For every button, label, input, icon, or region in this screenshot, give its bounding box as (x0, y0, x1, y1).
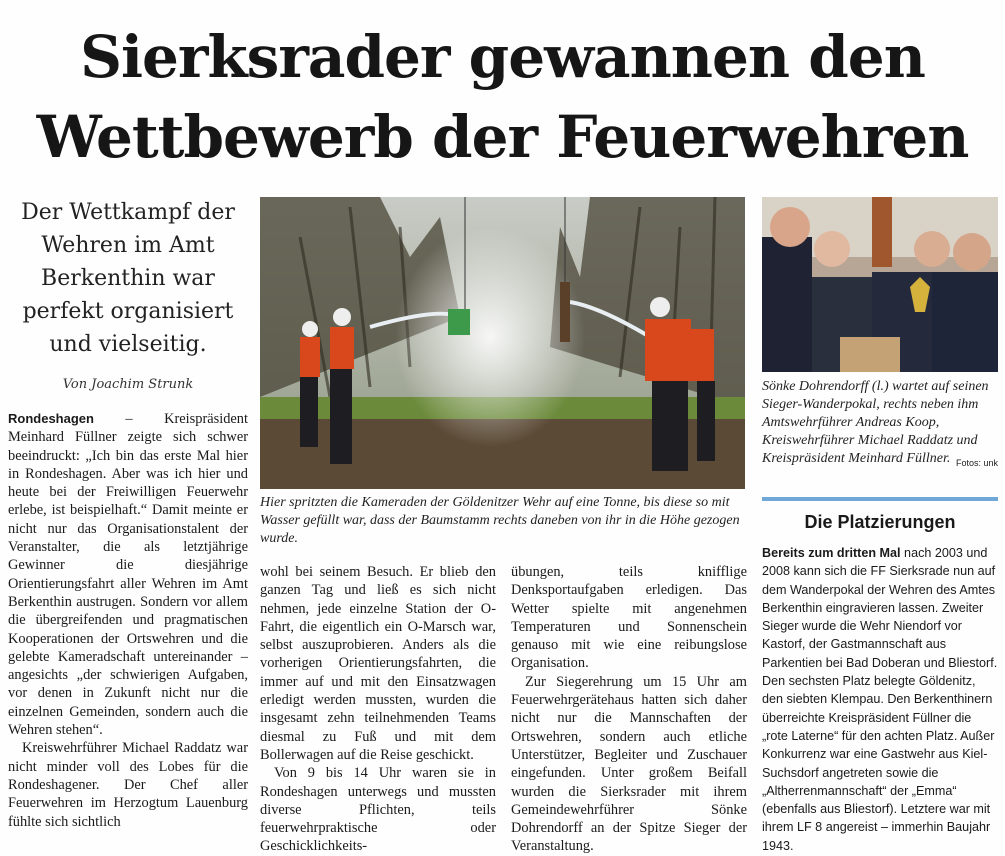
byline: Von Joachim Strunk (62, 377, 194, 392)
infobox-title: Die Platzierungen (804, 512, 956, 532)
article-column-2 (260, 563, 496, 856)
paragraph: Kreiswehrführer Michael Raddatz war nicht minder voll des Lobes für die Rondeshagener. Der Chef aller Feuerwehren im Herzogtum Lauenburg fühlte sich sichtlich (8, 740, 248, 830)
paragraph: Zur Siegerehrung um 15 Uhr am Feuerwehrgerätehaus hatten sich daher nicht nur die Mannschaften der Ortswehren, sondern auch etliche Unterstützer, Begleiter und Zuschauer eingefunden. Unter großem Beifall wurden die Sierksrader mit ihrem Gemeindewehrführer Sönke Dohrendorff an der Spitze Sieger der Veranstaltung. (511, 673, 747, 855)
paragraph: wohl bei seinem Besuch. Er blieb den ganzen Tag und ließ es sich nicht nehmen, jede einzelne Station der O-Fahrt, die eigentlich ein O-Marsch war, selbst auszuprobieren. Anders als die vorherigen Orientierungsfahrten, die immer auf und mit den Einsatzwagen erledigt werden mussten, wurden die insgesamt zehn teilnehmenden Teams diesmal zu Fuß und mit dem Bollerwagen auf die Reise geschickt. (260, 564, 496, 763)
fire-brigade-photo-image (260, 197, 745, 489)
photo-credit: Fotos: unk (955, 458, 998, 468)
infobox-text: nach 2003 und 2008 kann sich die FF Sierksrade nun auf dem Wanderpokal der Wehren des Amtes Berkenthin eingravieren lassen. Zweiter Sieger wurde die Wehr Niendorf vor Kastorf, der Gastmannschaft aus Parkentien bei Bad Doberan und Bliestorf. Den sechsten Platz belegte Göldenitz, den siebten Klempau. Den Berkenthinern überreichte Kreispräsident Füllner die „rote Laterne“ für den achten Platz. Außer Konkurrenz war eine Gastwehr aus Kiel-Suchsdorf angetreten sowie die „Altherrenmannschaft“ der „Emma“ (ebenfalls aus Bliestorf). Letztere war mit ihrem LF 8 angereist – immerhin Baujahr 1943. (762, 546, 998, 853)
headline-line-2: Wettbewerb der Feuerwehren (36, 103, 969, 171)
infobox-lead: Bereits zum dritten Mal (762, 546, 901, 560)
infobox-body (762, 544, 998, 855)
main-photo-caption: Hier spritzten die Kameraden der Göldenitzer Wehr auf eine Tonne, bis diese so mit Wasser gefüllt war, dass der Baumstamm rechts daneben von ihr in die Höhe gezogen wurde. (260, 495, 740, 546)
dateline-place: Rondeshagen (8, 411, 94, 426)
trophy-ceremony-photo-image (762, 197, 998, 372)
side-caption-text: Sönke Dohrendorff (l.) wartet auf seinen Sieger-Wanderpokal, rechts neben ihm Amtswehrführer Andreas Koop, Kreiswehrführer Michael Raddatz und Kreispräsident Meinhard Füllner. (762, 379, 989, 466)
paragraph: übungen, teils knifflige Denksportaufgaben erledigen. Das Wetter spielte mit angenehmen Temperaturen und Sonnenschein genauso mit wie eine reibungslose Organisation. (511, 564, 747, 672)
paragraph: Von 9 bis 14 Uhr waren sie in Rondeshagen unterwegs und mussten diverse Pflichten, teils feuerwehrpraktische oder Geschicklichkeits- (260, 765, 496, 855)
side-photo (762, 197, 998, 372)
infobox-divider (762, 497, 998, 501)
article-column-1 (8, 410, 248, 831)
article-column-3 (511, 563, 747, 856)
side-photo-caption (762, 378, 998, 472)
main-photo (260, 197, 745, 489)
paragraph (8, 410, 248, 739)
article-deck: Der Wettkampf der Wehren im Amt Berkenthin war perfekt organisiert und vielseitig. (21, 200, 235, 357)
paragraph-text: – Kreispräsident Meinhard Füllner zeigte sich schwer beeindruckt: „Ich bin das erste Mal hier in Rondeshagen. Aber was ich hier und heute bei der Freiwilligen Feuerwehr erlebe, ist beispielhaft.“ Damit meinte er nicht nur das Organisationstalent der Veranstalter, die als letztjährige Gewinner die diesjährige Orientierungsfahrt aller Wehren im Amt Berkenthin austrugen. Sondern vor allem die übergreifenden und pragmatischen Kooperationen der Ortswehren und die gelebte Kameradschaft untereinander – angesichts „der schwierigen Aufgaben, vor denen in Zukunft nicht nur die einzelnen Gemeinden, sondern auch die Wehren stehen“. (8, 411, 248, 739)
headline-line-1: Sierksrader gewannen den (80, 23, 925, 91)
